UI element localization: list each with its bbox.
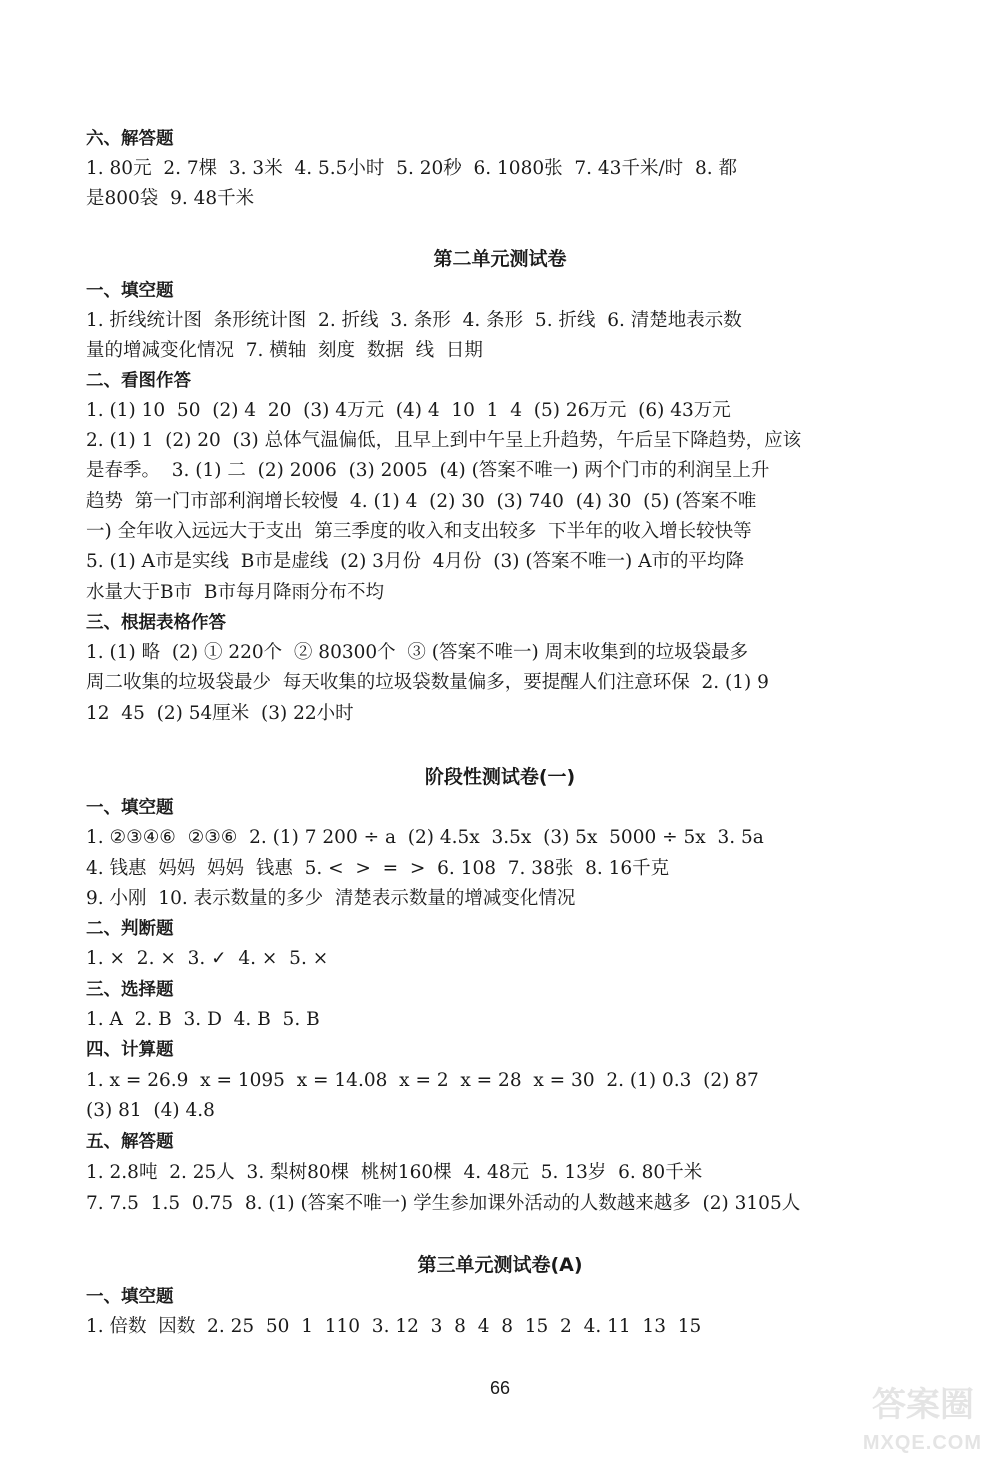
page-number: 66 <box>489 1378 511 1398</box>
answer-line: 1. A 2. B 3. D 4. B 5. B <box>86 1009 320 1030</box>
answer-line: 12 45 (2) 54厘米 (3) 22小时 <box>86 703 354 724</box>
section-heading: 二、看图作答 <box>86 371 191 391</box>
answer-line: 1. 折线统计图 条形统计图 2. 折线 3. 条形 4. 条形 5. 折线 6. 清楚地表示数 <box>86 310 742 331</box>
unit-title: 第二单元测试卷 <box>433 248 567 270</box>
answer-line: 1. (1) 略 (2) ① 220个 ② 80300个 ③ (答案不唯一) 周末收集到的垃圾袋最多 <box>86 642 749 663</box>
answer-line: 1. 2.8吨 2. 25人 3. 梨树80棵 桃树160棵 4. 48元 5. 13岁 6. 80千米 <box>86 1162 703 1183</box>
section-heading: 一、填空题 <box>86 281 174 301</box>
answer-line: 9. 小刚 10. 表示数量的多少 清楚表示数量的增减变化情况 <box>86 888 576 909</box>
answer-line: 2. (1) 1 (2) 20 (3) 总体气温偏低，且早上到中午呈上升趋势，午后呈下降趋势，应该 <box>86 430 802 451</box>
section-heading: 六、解答题 <box>86 129 174 149</box>
watermark-domain: MXQE.COM <box>862 1432 982 1454</box>
unit-title: 阶段性测试卷(一) <box>424 766 576 788</box>
answer-line: 是春季。 3. (1) 二 (2) 2006 (3) 2005 (4) (答案不唯一) 两个门市的利润呈上升 <box>86 460 770 481</box>
answer-line: 7. 7.5 1.5 0.75 8. (1) (答案不唯一) 学生参加课外活动的人数越来越多 (2) 3105人 <box>86 1193 801 1214</box>
answer-line: 量的增减变化情况 7. 横轴 刻度 数据 线 日期 <box>86 340 483 361</box>
answer-line: 1. 80元 2. 7棵 3. 3米 4. 5.5小时 5. 20秒 6. 1080张 7. 43千米/时 8. 都 <box>86 158 737 179</box>
watermark-logo <box>852 1377 982 1455</box>
section-heading: 一、填空题 <box>86 1287 174 1307</box>
answer-line: 4. 钱惠 妈妈 妈妈 钱惠 5. < > = > 6. 108 7. 38张 8. 16千克 <box>86 858 670 879</box>
answer-line: 1. (1) 10 50 (2) 4 20 (3) 4万元 (4) 4 10 1 4 (5) 26万元 (6) 43万元 <box>86 400 731 421</box>
answer-line: (3) 81 (4) 4.8 <box>86 1100 215 1121</box>
answer-line: 趋势 第一门市部利润增长较慢 4. (1) 4 (2) 30 (3) 740 (4) 30 (5) (答案不唯 <box>86 491 757 512</box>
answer-line: 1. x = 26.9 x = 1095 x = 14.08 x = 2 x = 28 x = 30 2. (1) 0.3 (2) 87 <box>86 1070 759 1091</box>
answer-line: 1. × 2. × 3. ✓ 4. × 5. × <box>86 948 329 969</box>
answer-line: 是800袋 9. 48千米 <box>86 188 255 209</box>
section-heading: 五、解答题 <box>86 1132 174 1152</box>
answer-line: 1. ②③④⑥ ②③⑥ 2. (1) 7 200 ÷ a (2) 4.5x 3.5x (3) 5x 5000 ÷ 5x 3. 5a <box>86 827 764 848</box>
answer-line: 水量大于B市 B市每月降雨分布不均 <box>86 582 384 603</box>
answer-line: 周二收集的垃圾袋最少 每天收集的垃圾袋数量偏多，要提醒人们注意环保 2. (1) 9 <box>86 672 769 693</box>
watermark-logo-text: 答案圈 <box>872 1385 974 1425</box>
answer-line: 5. (1) A市是实线 B市是虚线 (2) 3月份 4月份 (3) (答案不唯一) A市的平均降 <box>86 551 745 572</box>
section-heading: 一、填空题 <box>86 798 174 818</box>
answer-line: 一) 全年收入远远大于支出 第三季度的收入和支出较多 下半年的收入增长较快等 <box>86 521 752 542</box>
section-heading: 四、计算题 <box>86 1040 174 1060</box>
section-heading: 二、判断题 <box>86 919 174 939</box>
unit-title: 第三单元测试卷(A) <box>417 1254 583 1276</box>
section-heading: 三、根据表格作答 <box>86 613 226 633</box>
section-heading: 三、选择题 <box>86 980 174 1000</box>
answer-line: 1. 倍数 因数 2. 25 50 1 110 3. 12 3 8 4 8 15 2 4. 11 13 15 <box>86 1316 702 1337</box>
